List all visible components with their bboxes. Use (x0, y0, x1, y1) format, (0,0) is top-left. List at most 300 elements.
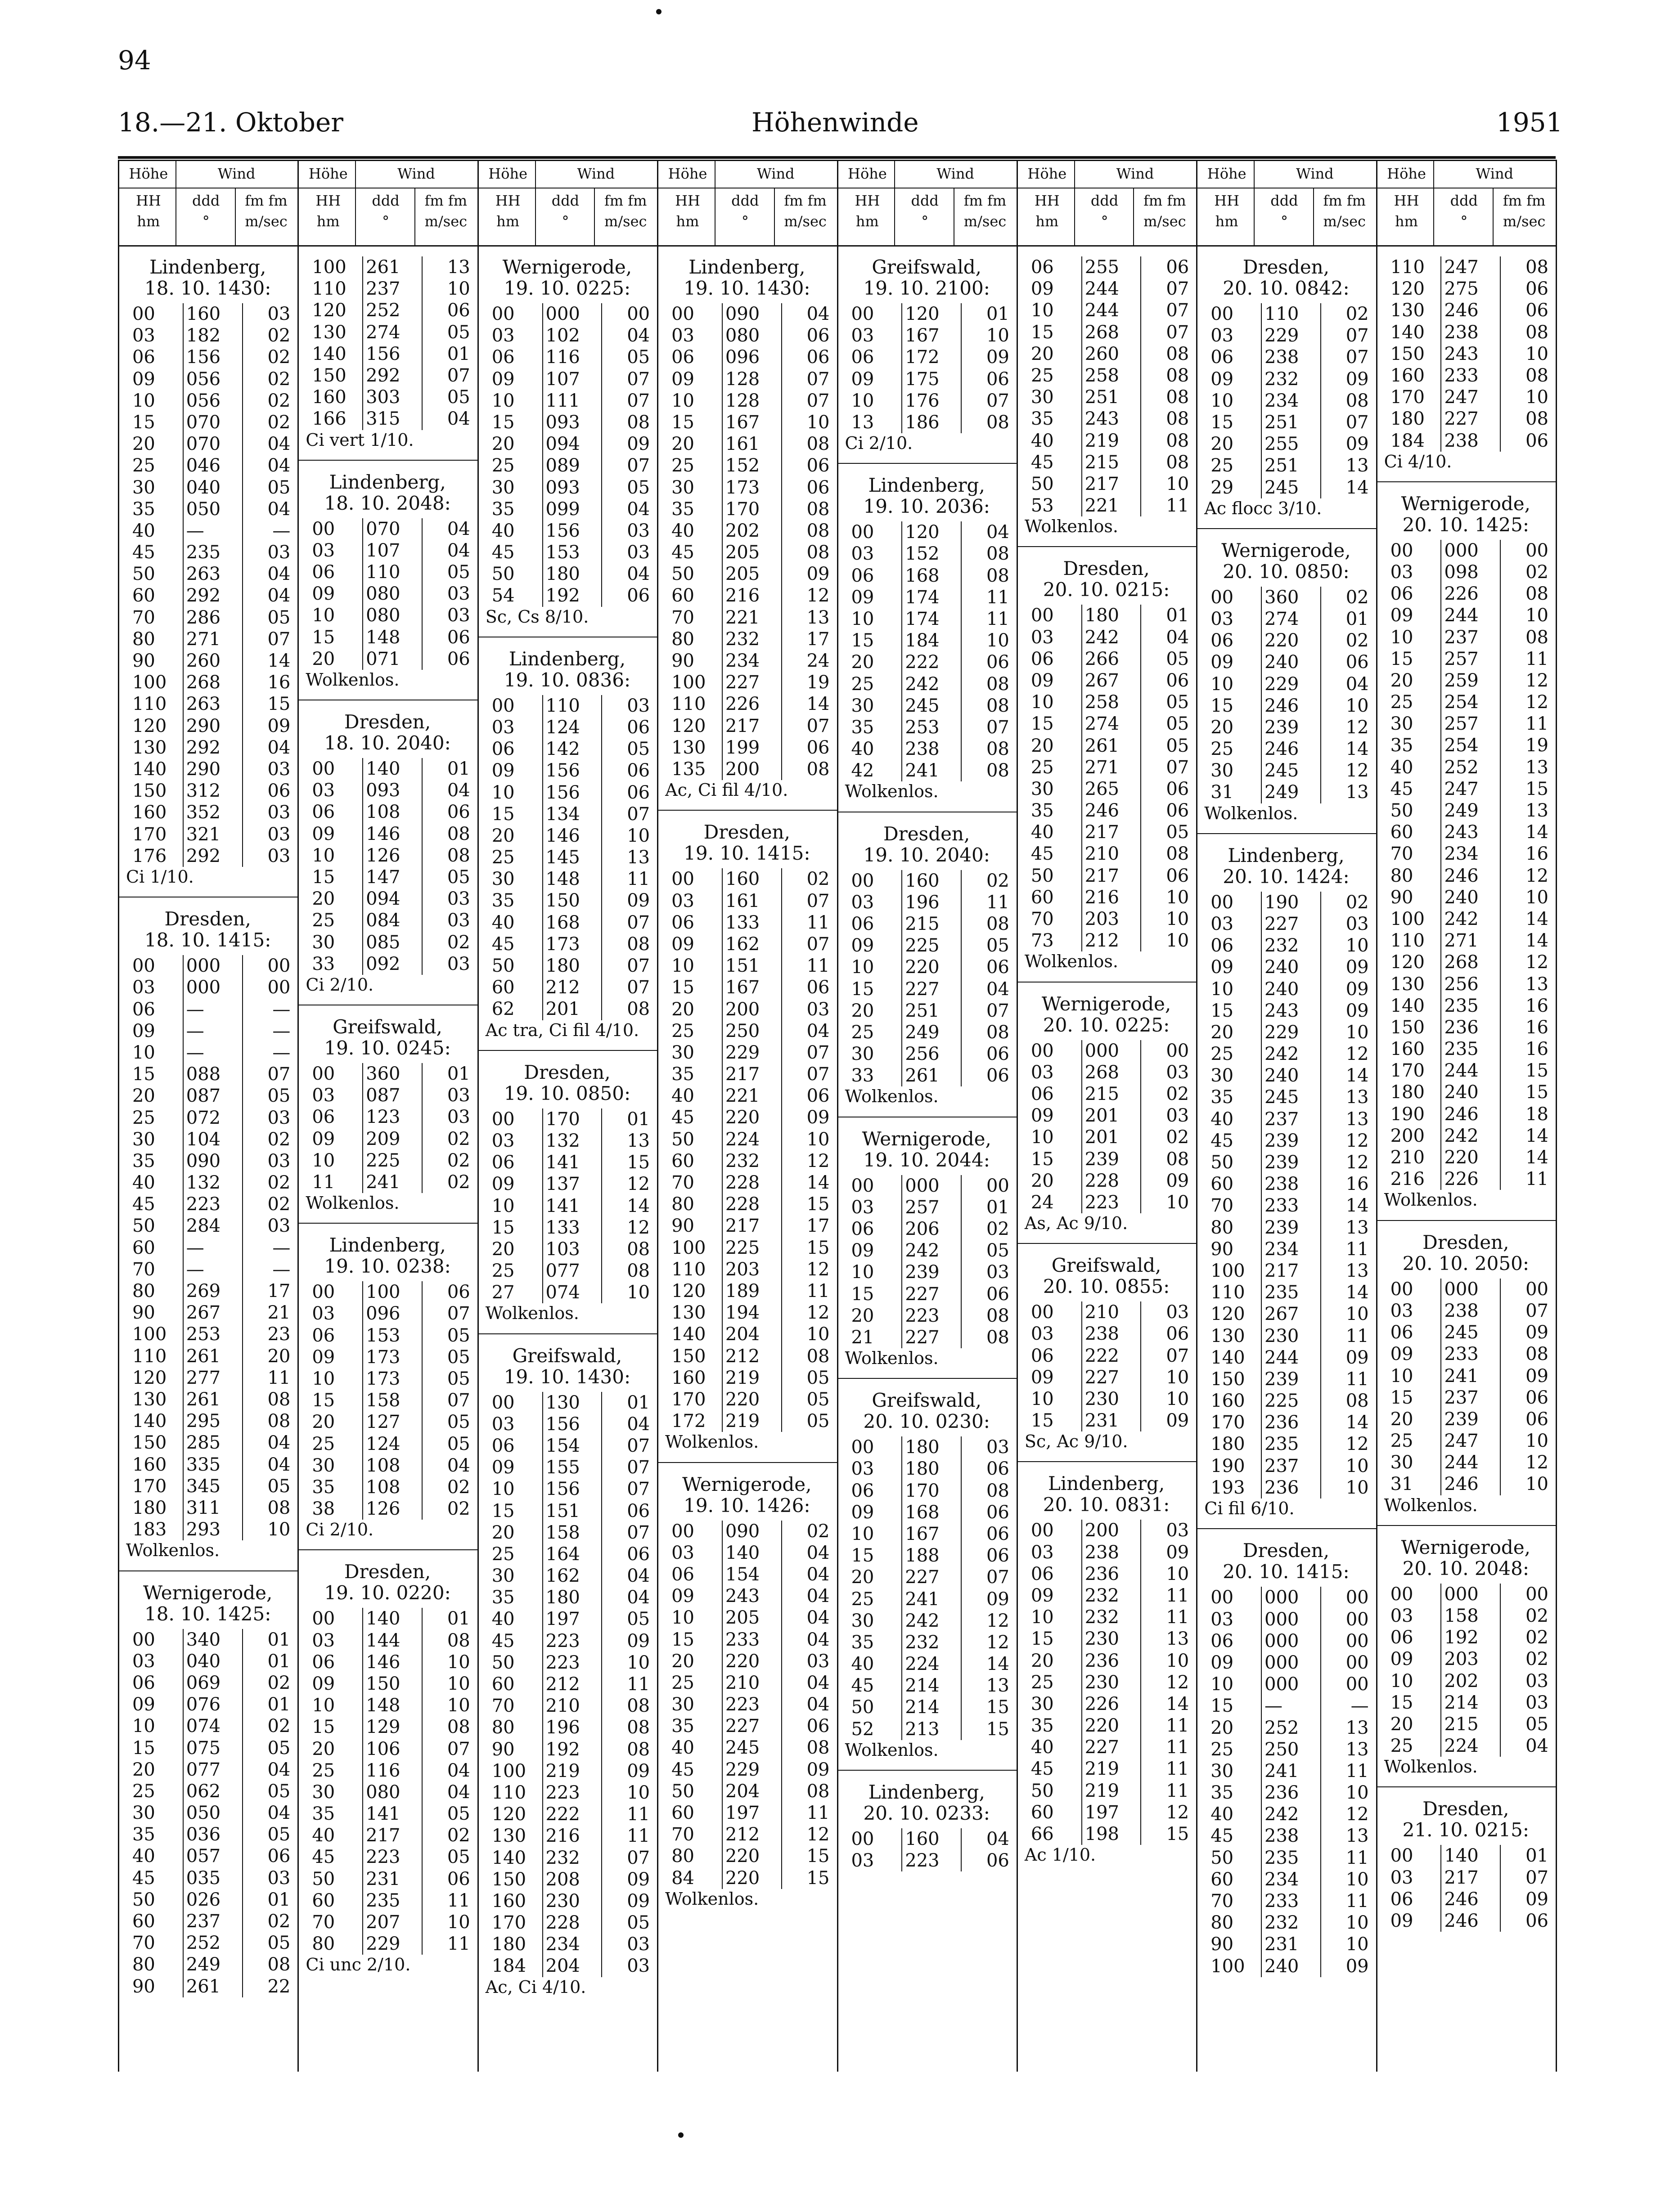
table-row (1196, 1108, 1376, 1130)
direction-value: 217 (725, 1216, 760, 1237)
height-value: 06 (851, 1218, 874, 1239)
speed-value: 08 (447, 845, 470, 866)
height-value: 30 (132, 1129, 155, 1150)
height-value: 130 (1390, 300, 1425, 321)
height-value: 70 (491, 1696, 515, 1717)
table-row (837, 1261, 1017, 1283)
direction-value: 217 (1264, 1260, 1299, 1281)
direction-value: 243 (1444, 343, 1479, 364)
height-value: 100 (671, 1237, 706, 1258)
speed-value: — (1350, 1696, 1369, 1717)
direction-value: 128 (725, 368, 760, 390)
direction-value: 156 (545, 1479, 580, 1500)
direction-value: 189 (725, 1280, 760, 1301)
direction-value: 249 (186, 1954, 221, 1975)
cloud-note: Wolkenlos. (845, 781, 939, 802)
block-separator (1017, 982, 1196, 983)
speed-value: 10 (1346, 1934, 1369, 1955)
row-group (477, 1108, 657, 1304)
direction-value: 256 (1444, 974, 1479, 995)
height-value: 06 (671, 1564, 694, 1585)
table-row (118, 1845, 297, 1867)
block-separator (1196, 528, 1376, 529)
height-value: 80 (671, 1846, 694, 1867)
block-separator (657, 810, 837, 811)
direction-value: 275 (1444, 278, 1479, 300)
height-value: 140 (671, 1324, 706, 1345)
row-group (297, 1608, 477, 1955)
height-value: 30 (312, 1781, 335, 1803)
height-value: 45 (1030, 844, 1054, 865)
table-row (1017, 778, 1196, 800)
direction-value: 087 (366, 1085, 400, 1106)
speed-value: 02 (1526, 1649, 1549, 1670)
table-row (1376, 365, 1556, 386)
height-value: 03 (1210, 913, 1234, 934)
table-row (1017, 1323, 1196, 1345)
direction-value: 236 (1264, 1412, 1299, 1433)
height-value: 50 (312, 1868, 335, 1889)
table-row (1376, 1343, 1556, 1365)
height-value: 20 (132, 1086, 155, 1107)
station-name: Dresden, (1063, 557, 1150, 580)
height-value: 35 (1390, 735, 1413, 756)
direction-value: 168 (905, 1502, 940, 1523)
direction-value: 239 (1084, 1149, 1119, 1170)
speed-value: 06 (986, 1044, 1009, 1065)
speed-value: 03 (447, 910, 470, 931)
height-value: 40 (491, 912, 515, 933)
direction-value: 074 (186, 1716, 221, 1737)
direction-value: 345 (186, 1476, 221, 1497)
table-row (657, 912, 837, 933)
height-value: 15 (851, 978, 874, 1000)
height-value: 15 (1030, 713, 1054, 735)
direction-value: 216 (545, 1826, 580, 1847)
height-value: 45 (1390, 778, 1413, 799)
table-row (297, 1085, 477, 1106)
spacer (837, 1824, 1017, 1828)
table-row (477, 1955, 657, 1977)
table-row (1196, 1043, 1376, 1065)
height-value: 70 (1210, 1891, 1234, 1912)
direction-value: 239 (1444, 1409, 1479, 1430)
table-row (477, 325, 657, 346)
height-value: 100 (132, 1324, 167, 1345)
height-value: 10 (671, 956, 694, 977)
height-value: 176 (132, 845, 167, 866)
block-separator (1376, 1525, 1556, 1526)
station-block (1376, 493, 1556, 1211)
height-value: 15 (671, 1629, 694, 1650)
height-value: 30 (132, 1803, 155, 1824)
speed-value: 02 (267, 347, 291, 368)
height-value: 09 (491, 1457, 515, 1478)
speed-value: 05 (1526, 1714, 1549, 1735)
direction-value: 173 (366, 1346, 400, 1368)
table-row (837, 738, 1017, 760)
speed-value: 04 (447, 408, 470, 430)
height-value: 06 (132, 1672, 155, 1693)
table-row (837, 956, 1017, 978)
height-value: 52 (851, 1718, 874, 1740)
station-block (477, 256, 657, 627)
table-row (118, 802, 297, 823)
speed-value: — (272, 1237, 291, 1258)
speed-value: 06 (1526, 430, 1549, 451)
speed-value: 07 (806, 890, 830, 911)
table-row (1196, 1477, 1376, 1499)
height-value: 130 (1210, 1325, 1245, 1346)
station-name: Wernigerode, (143, 1581, 273, 1604)
speed-value: 11 (627, 869, 650, 890)
spacer (1376, 1274, 1556, 1279)
direction-value: 234 (1444, 844, 1479, 865)
direction-value: 235 (366, 1890, 400, 1911)
height-value: 120 (491, 1804, 526, 1825)
msec-label: m/sec (245, 213, 288, 230)
speed-value: 14 (1526, 1147, 1549, 1168)
observation-time: 20. 10. 0855: (1043, 1275, 1170, 1298)
height-value: 13 (851, 412, 874, 433)
table-row (657, 1237, 837, 1259)
hoehe-label: Höhe (488, 165, 527, 182)
speed-value: 08 (1166, 365, 1189, 386)
speed-value: 06 (1166, 865, 1189, 886)
table-row (297, 605, 477, 626)
height-value: 20 (671, 434, 694, 455)
height-value: 184 (491, 1956, 526, 1977)
speed-value: 02 (447, 932, 470, 953)
station-block (1017, 558, 1196, 972)
height-value: 150 (132, 1432, 167, 1454)
speed-value: 11 (806, 912, 830, 933)
height-value: 09 (851, 1502, 874, 1523)
table-row (1196, 1890, 1376, 1912)
direction-value: 228 (545, 1912, 580, 1934)
height-value: 06 (312, 561, 335, 583)
speed-value: 03 (267, 1107, 291, 1128)
table-row (1196, 1695, 1376, 1717)
direction-value: 221 (725, 1086, 760, 1107)
direction-value: 220 (725, 1651, 760, 1672)
table-row (1196, 1825, 1376, 1847)
direction-value: 232 (1264, 1912, 1299, 1934)
speed-value: 07 (267, 1064, 291, 1085)
height-value: 10 (1210, 978, 1234, 1000)
speed-value: 02 (806, 1521, 830, 1542)
height-value: 40 (1210, 1804, 1234, 1825)
table-row (837, 978, 1017, 1000)
speed-value: 02 (1346, 587, 1369, 608)
table-row (118, 780, 297, 802)
height-value: 120 (671, 715, 706, 736)
direction-value: 108 (366, 1476, 400, 1498)
height-value: 10 (132, 1042, 155, 1063)
table-row (477, 1782, 657, 1804)
station-name: Lindenberg, (868, 474, 985, 497)
height-value: 03 (312, 780, 335, 801)
height-value: 00 (491, 1108, 515, 1130)
table-row (297, 1390, 477, 1411)
height-value: 20 (671, 1651, 694, 1672)
table-row (1196, 1412, 1376, 1433)
hh-label: HH (1034, 192, 1060, 209)
speed-value: 06 (986, 1545, 1009, 1566)
table-row (1376, 821, 1556, 843)
height-value: 60 (671, 1150, 694, 1171)
observation-time: 20. 10. 0230: (863, 1410, 990, 1433)
direction-value: 229 (1264, 1022, 1299, 1043)
direction-value: 242 (905, 673, 940, 695)
height-value: 120 (312, 300, 346, 321)
speed-value: 10 (1166, 1367, 1189, 1388)
station-name: Lindenberg, (329, 471, 446, 493)
direction-value: 239 (1264, 1368, 1299, 1390)
speed-value: 03 (986, 1262, 1009, 1283)
speed-value: 07 (806, 1042, 830, 1063)
table-row (1196, 1303, 1376, 1325)
observation-time: 20. 10. 1415: (1223, 1561, 1350, 1583)
table-row (1196, 368, 1376, 390)
direction-value: 124 (366, 1433, 400, 1454)
table-row (118, 1324, 297, 1345)
direction-value: 217 (725, 715, 760, 736)
speed-value: 05 (806, 1367, 830, 1388)
table-row (1017, 1628, 1196, 1650)
direction-value: 192 (545, 585, 580, 606)
block-separator (1017, 1243, 1196, 1244)
speed-value: 11 (1166, 1715, 1189, 1736)
wind-label: Wind (1116, 165, 1154, 182)
height-value: 20 (491, 434, 515, 455)
observation-time: 19. 10. 1430: (504, 1365, 631, 1388)
height-value: 30 (312, 932, 335, 953)
height-value: 10 (1030, 1127, 1054, 1148)
height-value: 190 (1390, 1104, 1425, 1125)
height-value: 00 (1210, 892, 1234, 913)
speed-value: 04 (806, 1694, 830, 1715)
direction-value: 237 (1264, 1455, 1299, 1476)
direction-value: 204 (725, 1781, 760, 1802)
height-value: 09 (671, 1586, 694, 1607)
row-group (297, 518, 477, 670)
direction-value: 229 (725, 1759, 760, 1780)
height-value: 29 (1210, 477, 1234, 498)
row-group (1017, 605, 1196, 951)
speed-value: 10 (267, 1519, 291, 1540)
direction-value: 253 (905, 717, 940, 738)
speed-value: 06 (986, 1502, 1009, 1523)
table-row (118, 1932, 297, 1954)
direction-value: 268 (186, 672, 221, 693)
speed-value: 09 (1346, 434, 1369, 455)
speed-value: 10 (1166, 1192, 1189, 1213)
height-value: 35 (1030, 1715, 1054, 1736)
table-row (837, 565, 1017, 587)
speed-value: 10 (627, 1652, 650, 1673)
height-value: 25 (132, 1107, 155, 1128)
table-row (118, 1672, 297, 1694)
speed-value: 14 (1346, 1195, 1369, 1216)
fm-label: fm fm (1143, 192, 1186, 209)
table-row (297, 1498, 477, 1520)
table-row (837, 543, 1017, 565)
direction-value: 238 (905, 739, 940, 760)
height-value: 140 (1390, 995, 1425, 1016)
direction-value: 128 (725, 390, 760, 411)
direction-value: 173 (366, 1368, 400, 1389)
table-row (118, 1497, 297, 1519)
speed-value: 05 (806, 1389, 830, 1410)
direction-value: 240 (1264, 957, 1299, 978)
direction-value: 167 (905, 325, 940, 346)
observation-time: 21. 10. 0215: (1402, 1819, 1529, 1841)
speed-value: 07 (1166, 757, 1189, 778)
direction-value: 093 (545, 412, 580, 433)
column-header (1376, 160, 1556, 245)
height-value: 70 (1030, 909, 1054, 930)
direction-value: 215 (905, 913, 940, 934)
height-value: 60 (312, 1890, 335, 1911)
height-value: 90 (132, 1976, 155, 1997)
speed-value: 09 (986, 347, 1009, 368)
direction-value: 096 (366, 1303, 400, 1324)
direction-value: 234 (725, 651, 760, 671)
table-row (477, 1500, 657, 1522)
height-value: 25 (1390, 692, 1413, 713)
speed-value: 14 (1526, 908, 1549, 929)
row-group (1376, 256, 1556, 452)
table-row (1376, 627, 1556, 648)
station-block (1196, 1540, 1376, 1977)
table-row (1017, 713, 1196, 735)
speed-value: 12 (627, 1174, 650, 1195)
direction-value: 214 (1444, 1692, 1479, 1713)
height-value: 140 (1210, 1347, 1245, 1368)
direction-value: 077 (545, 1261, 580, 1282)
direction-value: 255 (1264, 434, 1299, 455)
table-row (657, 1867, 837, 1889)
table-row (477, 368, 657, 390)
table-row (1376, 1714, 1556, 1735)
speed-value: 15 (1526, 1082, 1549, 1103)
direction-value: 173 (545, 933, 580, 955)
table-row (477, 433, 657, 455)
direction-value: 268 (1444, 952, 1479, 973)
cloud-note: Sc, Ac 9/10. (1024, 1431, 1128, 1452)
table-row (657, 542, 837, 563)
direction-value: 201 (1084, 1105, 1119, 1126)
ddd-label: ddd (1090, 192, 1119, 209)
speed-value: 03 (267, 802, 291, 823)
observation-time: 20. 10. 1424: (1223, 865, 1350, 888)
speed-value: 10 (447, 1912, 470, 1933)
cloud-note: Ci fil 6/10. (1204, 1499, 1295, 1519)
table-row (837, 1065, 1017, 1086)
speed-value: 10 (1166, 1563, 1189, 1584)
table-row (297, 1476, 477, 1498)
top-rule (118, 156, 1556, 159)
height-value: 40 (312, 1825, 335, 1846)
station-block (118, 1582, 297, 1997)
speed-value: 05 (267, 1824, 291, 1845)
speed-value: 03 (267, 1216, 291, 1237)
spacer (297, 1603, 477, 1608)
table-row (118, 1629, 297, 1651)
direction-value: 242 (1444, 1125, 1479, 1146)
table-row (477, 955, 657, 977)
speed-value: 03 (447, 888, 470, 910)
table-row (297, 408, 477, 430)
height-value: 80 (1210, 1912, 1234, 1934)
speed-value: 09 (627, 1890, 650, 1911)
height-value: 35 (1210, 1782, 1234, 1804)
table-row (837, 346, 1017, 368)
speed-value: 06 (1166, 778, 1189, 799)
speed-value: 07 (806, 715, 830, 736)
speed-value: 07 (1526, 1867, 1549, 1888)
height-value: 03 (1210, 325, 1234, 346)
table-row (1376, 1038, 1556, 1060)
speed-value: 04 (806, 1607, 830, 1629)
direction-value: 244 (1444, 1452, 1479, 1473)
height-value: 150 (1390, 343, 1425, 364)
speed-value: 08 (1166, 844, 1189, 865)
spacer (477, 1104, 657, 1108)
table-row (1017, 1606, 1196, 1628)
table-row (1376, 843, 1556, 865)
hm-label: hm (1035, 213, 1059, 230)
height-value: 30 (491, 869, 515, 890)
direction-value: 230 (1264, 1325, 1299, 1346)
table-row (1196, 587, 1376, 608)
direction-value: 227 (1264, 913, 1299, 934)
speed-value: 13 (1346, 1108, 1369, 1130)
direction-value: 123 (366, 1107, 400, 1128)
header-divider (1254, 160, 1255, 245)
direction-value: 186 (905, 412, 940, 433)
speed-value: 09 (1526, 1365, 1549, 1386)
table-row (1017, 322, 1196, 343)
direction-value: 000 (1444, 540, 1479, 561)
table-row (118, 477, 297, 498)
direction-value: 100 (366, 1282, 400, 1303)
observation-time: 19. 10. 0225: (504, 277, 631, 299)
direction-value: 239 (1264, 1217, 1299, 1238)
table-row (657, 607, 837, 628)
height-value: 50 (851, 1697, 874, 1718)
speed-value: 01 (267, 1694, 291, 1715)
observation-time: 18. 10. 2048: (324, 492, 451, 514)
cloud-note: Wolkenlos. (665, 1432, 759, 1452)
table-row (297, 278, 477, 300)
direction-value: 244 (1084, 300, 1119, 321)
height-value: 30 (671, 1042, 694, 1063)
table-column (118, 160, 297, 2072)
station-block (297, 1561, 477, 1975)
height-value: 80 (312, 1934, 335, 1955)
table-row (297, 1303, 477, 1324)
direction-value: 000 (1264, 1630, 1299, 1651)
height-value: 110 (1390, 930, 1425, 951)
table-row (1017, 300, 1196, 321)
speed-value: 05 (447, 1804, 470, 1825)
table-row (477, 1912, 657, 1934)
table-row (1376, 1452, 1556, 1473)
table-column (837, 160, 1017, 2072)
table-row (297, 561, 477, 583)
